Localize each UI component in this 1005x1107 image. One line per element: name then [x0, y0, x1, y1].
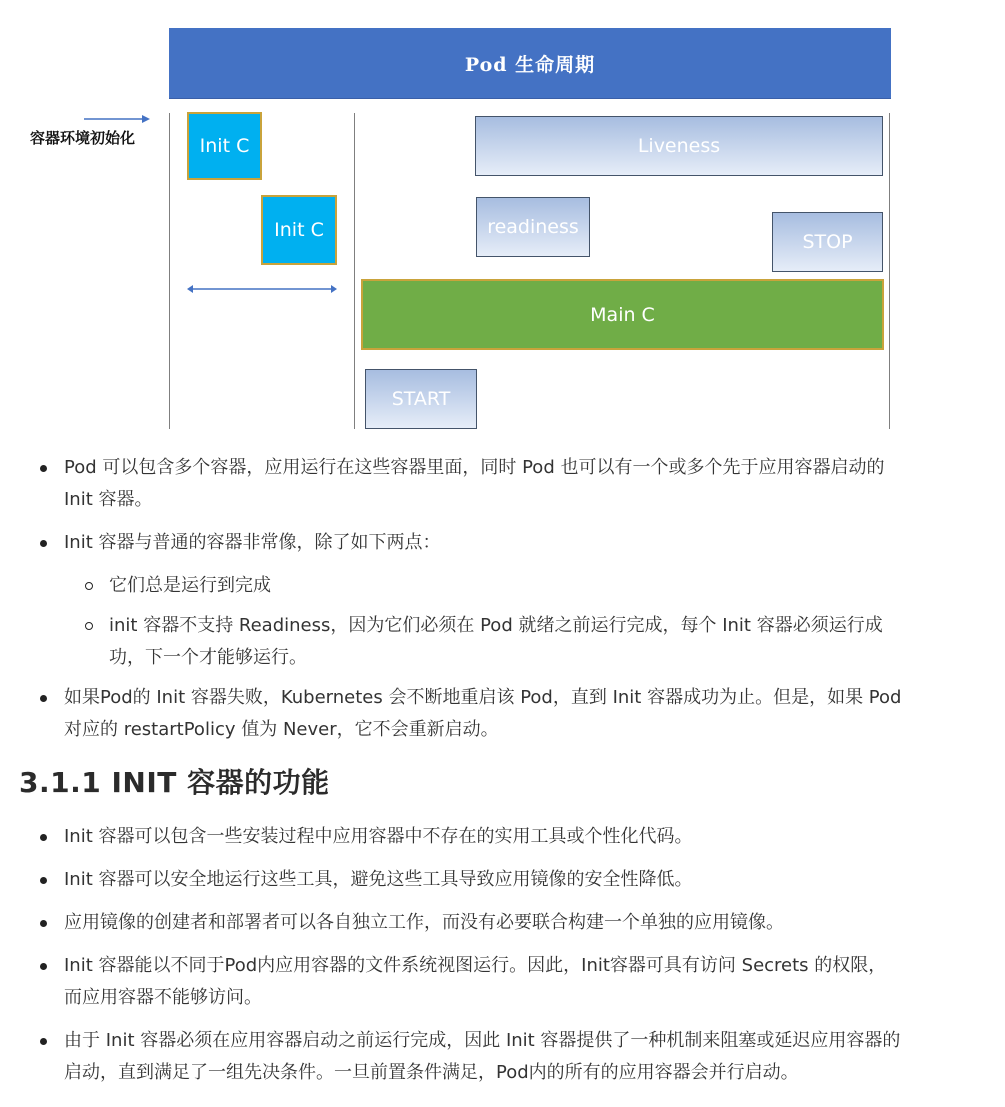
init-duration-arrow-icon [187, 283, 337, 295]
main-container: Main C [361, 279, 884, 350]
list-item: Init 容器可以安全地运行这些工具，避免这些工具导致应用镜像的安全性降低。 [0, 864, 904, 896]
env-init-label: 容器环境初始化 [30, 129, 136, 147]
list-item: 如果Pod的 Init 容器失败，Kubernetes 会不断地重启该 Pod，直到 Init 容器成功为止。但是，如果 Pod 对应的 restartPolicy 值为 Never，它不会重新启动。 [0, 682, 904, 746]
sub-list-item: 它们总是运行到完成 [0, 570, 904, 602]
list-item: Init 容器与普通的容器非常像，除了如下两点： [0, 527, 904, 559]
list-item: 应用镜像的创建者和部署者可以各自独立工作，而没有必要联合构建一个单独的应用镜像。 [0, 907, 904, 939]
timeline-line-left [169, 113, 170, 429]
init-container-2: Init C [261, 195, 337, 265]
timeline-line-mid [354, 113, 355, 429]
start-hook: START [365, 369, 477, 429]
list-item: Pod 可以包含多个容器，应用运行在这些容器里面，同时 Pod 也可以有一个或多个先于应用容器启动的 Init 容器。 [0, 452, 904, 516]
diagram-title: Pod 生命周期 [169, 28, 891, 99]
section-heading: 3.1.1 INIT 容器的功能 [19, 766, 330, 799]
init-container-1: Init C [187, 112, 262, 180]
list-item: Init 容器可以包含一些安装过程中应用容器中不存在的实用工具或个性化代码。 [0, 821, 904, 853]
env-init-arrow-icon [84, 113, 150, 125]
pod-lifecycle-diagram [0, 0, 1005, 440]
list-item: 由于 Init 容器必须在应用容器启动之前运行完成，因此 Init 容器提供了一种机制来阻塞或延迟应用容器的启动，直到满足了一组先决条件。一旦前置条件满足，Pod内的所有的应用容器会并行启动。 [0, 1025, 904, 1089]
sub-list-item: init 容器不支持 Readiness，因为它们必须在 Pod 就绪之前运行完成，每个 Init 容器必须运行成功，下一个才能够运行。 [0, 610, 904, 674]
readiness-probe: readiness [476, 197, 590, 257]
timeline-line-right [889, 113, 890, 429]
stop-hook: STOP [772, 212, 883, 272]
init-features-list [0, 821, 904, 1089]
pod-init-list [0, 452, 904, 746]
list-item: Init 容器能以不同于Pod内应用容器的文件系统视图运行。因此，Init容器可具有访问 Secrets 的权限，而应用容器不能够访问。 [0, 950, 904, 1014]
liveness-probe: Liveness [475, 116, 883, 176]
